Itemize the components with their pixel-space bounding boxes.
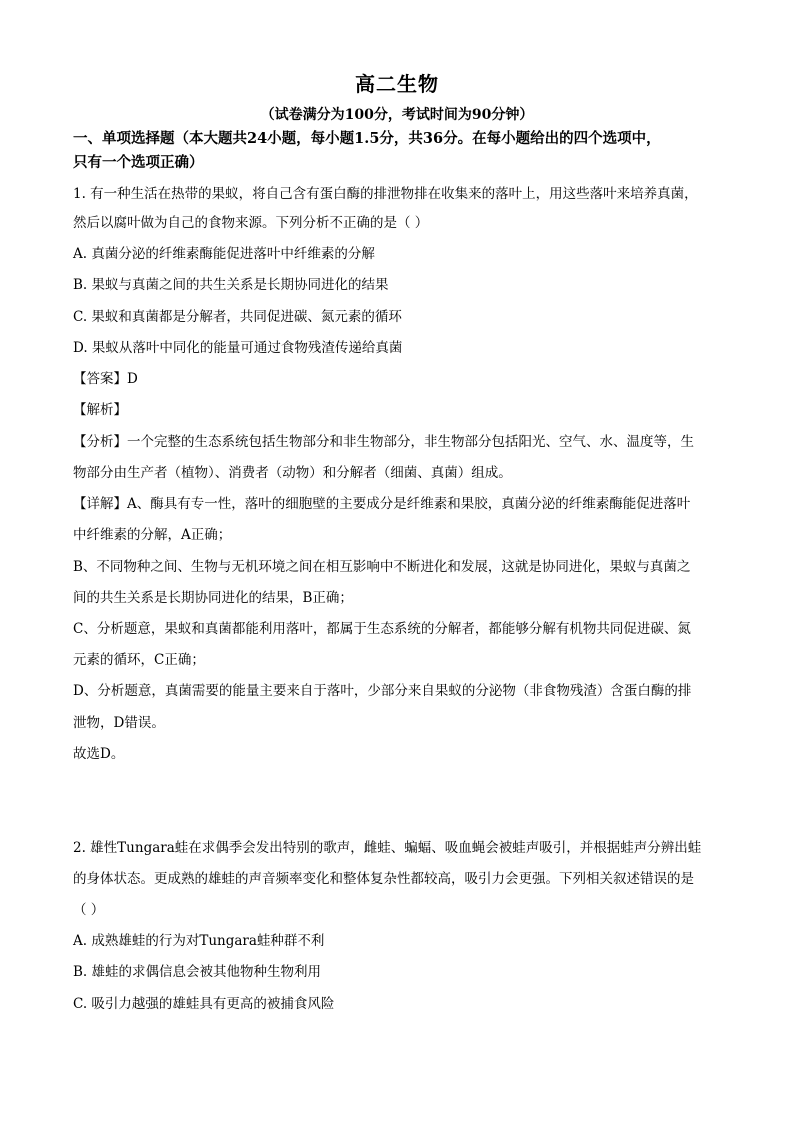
q1-conclusion: 故选D。 bbox=[73, 746, 125, 762]
q2-option-a: A. 成熟雄蛙的行为对Tungara蛙种群不利 bbox=[73, 933, 325, 949]
exam-subtitle: （试卷满分为100分，考试时间为90分钟） bbox=[260, 107, 534, 123]
q1-fenxi-line-2: 物部分由生产者（植物）、消费者（动物）和分解者（细菌、真菌）组成。 bbox=[73, 465, 512, 481]
q1-option-b: B. 果蚁与真菌之间的共生关系是长期协同进化的结果 bbox=[73, 277, 389, 293]
q1-stem-line-2: 然后以腐叶做为自己的食物来源。下列分析不正确的是（ ） bbox=[73, 215, 429, 231]
q2-stem-line-3: （ ） bbox=[73, 902, 105, 918]
q1-option-c: C. 果蚁和真菌都是分解者，共同促进碳、氮元素的循环 bbox=[73, 309, 402, 325]
q2-stem-line-2: 的身体状态。更成熟的雄蛙的声音频率变化和整体复杂性都较高，吸引力会更强。下列相关叙述错误的是 bbox=[73, 871, 694, 887]
q1-b-line-1: B、不同物种之间、生物与无机环境之间在相互影响中不断进化和发展，这就是协同进化，果蚁与真菌之 bbox=[73, 559, 691, 575]
section-heading-line-1: 一、单项选择题（本大题共24小题，每小题1.5分，共36分。在每小题给出的四个选项中， bbox=[73, 130, 661, 147]
q1-stem-line-1: 1. 有一种生活在热带的果蚁，将自己含有蛋白酶的排泄物排在收集来的落叶上，用这些落叶来培养真菌， bbox=[73, 186, 698, 202]
q1-c-line-1: C、分析题意，果蚁和真菌都能利用落叶，都属于生态系统的分解者，都能够分解有机物共同促进碳、氮 bbox=[73, 621, 691, 637]
q1-b-line-2: 间的共生关系是长期协同进化的结果，B正确； bbox=[73, 590, 353, 606]
q2-option-c: C. 吸引力越强的雄蛙具有更高的被捕食风险 bbox=[73, 996, 335, 1012]
q1-fenxi-line-1: 【分析】一个完整的生态系统包括生物部分和非生物部分，非生物部分包括阳光、空气、水、温度等，生 bbox=[73, 434, 694, 450]
q1-d-line-2: 泄物，D错误。 bbox=[73, 715, 165, 731]
q2-stem-line-1: 2. 雄性Tungara蛙在求偶季会发出特别的歌声，雌蛙、蝙蝠、吸血蝇会被蛙声吸引，并根据蛙声分辨出蛙 bbox=[73, 840, 702, 856]
q1-c-line-2: 元素的循环，C正确； bbox=[73, 652, 205, 668]
page-title: 高二生物 bbox=[355, 72, 439, 96]
q2-option-b: B. 雄蛙的求偶信息会被其他物种生物利用 bbox=[73, 964, 322, 980]
section-heading-line-2: 只有一个选项正确） bbox=[73, 154, 204, 171]
q1-d-line-1: D、分析题意，真菌需要的能量主要来自于落叶，少部分来自果蚁的分泌物（非食物残渣）含蛋白酶的排 bbox=[73, 683, 692, 699]
q1-option-a: A. 真菌分泌的纤维素酶能促进落叶中纤维素的分解 bbox=[73, 246, 375, 262]
q1-answer: 【答案】D bbox=[73, 371, 138, 387]
q1-option-d: D. 果蚁从落叶中同化的能量可通过食物残渣传递给真菌 bbox=[73, 340, 403, 356]
q1-xiangjie-line-1: 【详解】A、酶具有专一性，落叶的细胞壁的主要成分是纤维素和果胶，真菌分泌的纤维素酶能促进落叶 bbox=[73, 496, 691, 512]
q1-analysis-label: 【解析】 bbox=[73, 402, 127, 418]
q1-xiangjie-line-2: 中纤维素的分解，A正确； bbox=[73, 527, 232, 543]
